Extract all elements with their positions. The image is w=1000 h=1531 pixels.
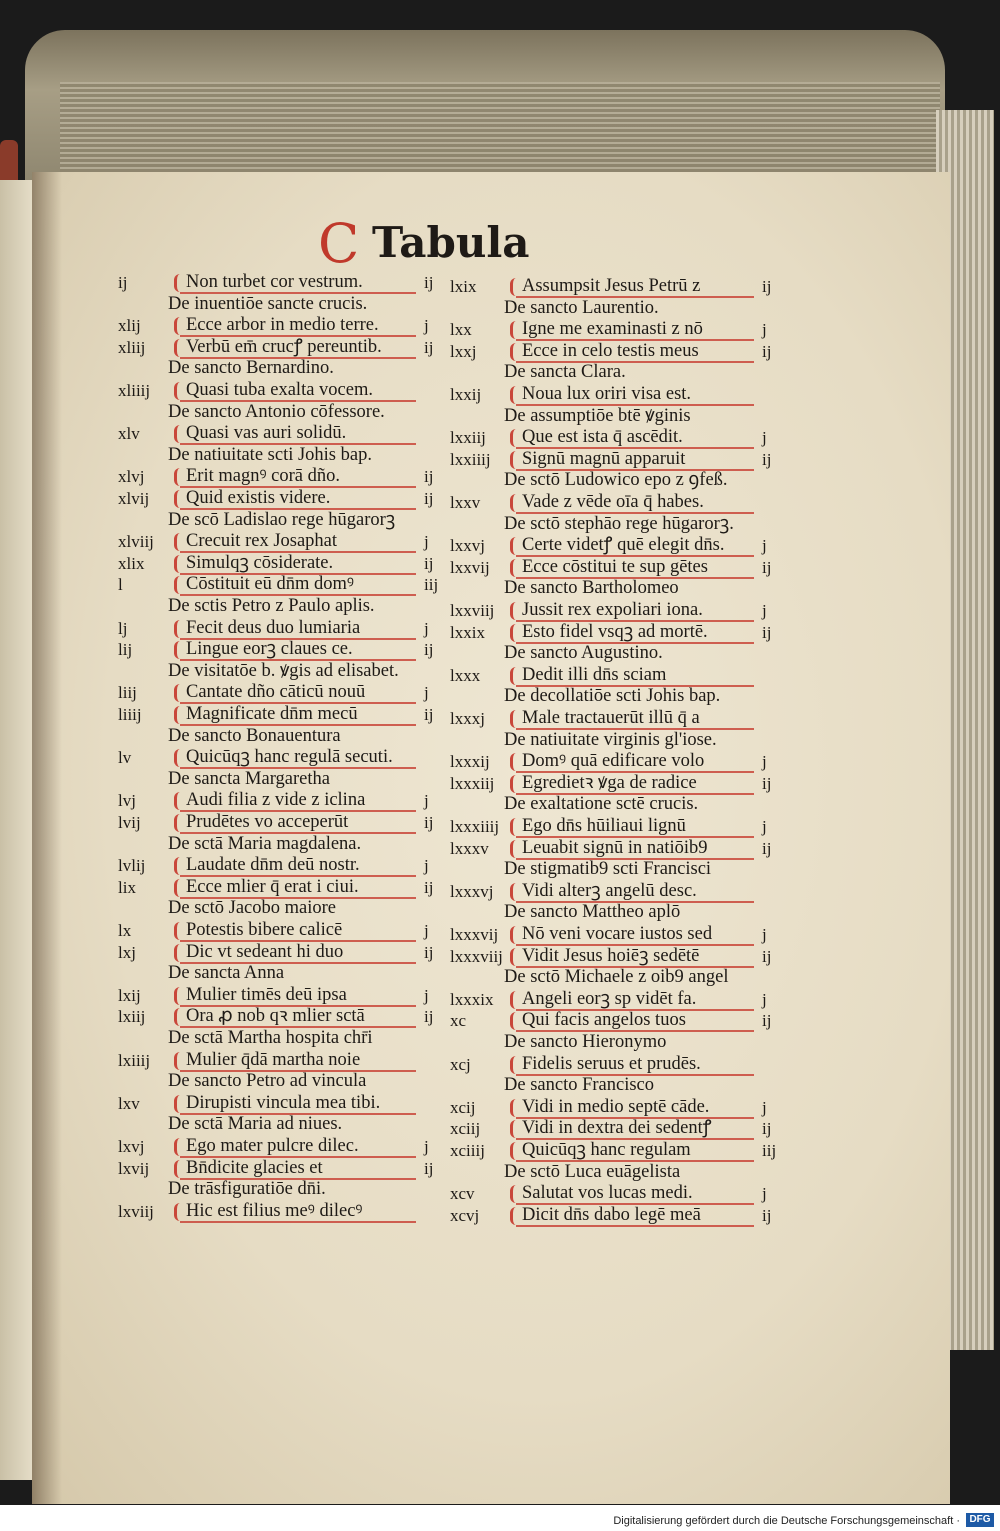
page-edges-texture xyxy=(60,82,940,174)
feast-heading: De natiuitate virginis gl'iose. xyxy=(504,729,717,750)
rubric-mark xyxy=(174,987,185,1005)
entry-numeral: xlix xyxy=(118,553,145,573)
entry-reference: j xyxy=(424,921,429,940)
left-page-margin xyxy=(0,180,36,1480)
entry-text: Quicūqꝫ hanc regulam xyxy=(522,1140,691,1160)
rubric-mark xyxy=(174,879,185,897)
entry-text: Hic est filius meꝰ dilecꝰ xyxy=(186,1200,363,1221)
entry-text: Signū magnū apparuit xyxy=(522,448,686,469)
entry-text: Leuabit signū in natiōib9 xyxy=(522,837,708,858)
entry-text: Mulier q̄dā martha noie xyxy=(186,1049,361,1070)
entry-reference: ij xyxy=(762,1011,772,1031)
entry-numeral: lxxxvij xyxy=(450,925,499,944)
rubric-mark xyxy=(510,883,521,901)
rubric-mark xyxy=(510,1099,521,1117)
rubric-mark xyxy=(510,559,521,577)
rubric-mark xyxy=(510,451,521,469)
entry-text: Ecce cōstitui te sup gētes xyxy=(522,556,708,577)
rubric-mark xyxy=(174,468,185,486)
entry-text: Nō veni vocare iustos sed xyxy=(522,924,713,944)
rubric-mark xyxy=(174,792,185,810)
entry-numeral: lxiij xyxy=(118,1007,146,1027)
rubric-mark xyxy=(510,667,521,685)
entry-text: Que est ista q̄ ascēdit. xyxy=(522,427,683,448)
entry-text: Cantate dño cāticū nouū xyxy=(186,682,366,703)
rubric-mark xyxy=(174,576,185,594)
rubric-mark xyxy=(510,429,521,447)
feast-heading: De sancto Antonio cōfessore. xyxy=(168,401,385,422)
entry-text: Ora ꝓ nob qꝛ mlier sctā xyxy=(186,1006,365,1027)
feast-heading: De sctis Petro z Paulo aplis. xyxy=(168,596,375,616)
entry-text: Ecce in celo testis meus xyxy=(522,340,699,361)
entry-reference: ij xyxy=(424,705,434,724)
rubric-mark xyxy=(510,494,521,512)
rubric-mark xyxy=(174,425,185,443)
entry-text: Male tractauerūt illū q̄ a xyxy=(522,708,700,728)
entry-text: Verbū em̄ crucꝭ pereuntib. xyxy=(186,336,382,357)
feast-heading: De visitatōe b. ꝟgis ad elisabet. xyxy=(168,660,399,681)
entry-numeral: lxix xyxy=(450,277,477,296)
entry-text: Vidi alterꝫ angelū desc. xyxy=(522,880,697,901)
entry-text: Ecce arbor in medio terre. xyxy=(186,315,379,336)
entry-numeral: xlv xyxy=(118,424,140,444)
entry-reference: j xyxy=(424,1137,429,1156)
entry-numeral: lxxxj xyxy=(450,709,485,728)
entry-text: Ego mater pulcre dilec. xyxy=(186,1136,359,1156)
entry-reference: ij xyxy=(424,489,434,508)
entry-reference: ij xyxy=(762,277,772,296)
entry-numeral: lxij xyxy=(118,985,141,1005)
rubric-underline xyxy=(516,1225,754,1227)
entry-reference: iij xyxy=(762,1141,777,1160)
entry-text: Quicūqꝫ hanc regulā secuti. xyxy=(186,747,393,768)
entry-reference: j xyxy=(762,1184,767,1204)
rubric-mark xyxy=(174,1203,185,1221)
entry-numeral: lxxxij xyxy=(450,752,490,772)
rubric-mark xyxy=(510,321,521,339)
entry-reference: j xyxy=(424,316,429,336)
entry-reference: ij xyxy=(762,622,772,642)
feast-heading: De sctō Ludowico epo z ꝯfeß. xyxy=(504,470,728,491)
rubric-mark xyxy=(510,1012,521,1030)
rubric-mark xyxy=(510,1056,521,1074)
entry-numeral: xlvij xyxy=(118,489,150,508)
gutter-shadow xyxy=(32,172,62,1504)
rubric-underline xyxy=(180,1221,416,1223)
entry-reference: j xyxy=(424,532,429,552)
rubric-mark xyxy=(174,641,185,659)
entry-text: Salutat vos lucas medi. xyxy=(522,1183,693,1204)
entry-text: Esto fidel vsqꝫ ad mortē. xyxy=(522,621,708,642)
entry-reference: ij xyxy=(424,942,434,962)
entry-text: Dic vt sedeant hi duo xyxy=(186,941,344,962)
entry-text: Qui facis angelos tuos xyxy=(522,1010,686,1031)
entry-numeral: xcj xyxy=(450,1054,471,1074)
rubric-mark xyxy=(174,1052,185,1070)
feast-heading: De natiuitate scti Johis bap. xyxy=(168,444,372,465)
rubric-mark xyxy=(510,948,521,966)
entry-numeral: lv xyxy=(118,748,132,768)
rubricated-initial: C xyxy=(318,212,360,275)
feast-heading: De sancto Augustino. xyxy=(504,643,663,664)
entry-numeral: lvj xyxy=(118,791,136,811)
entry-text: Jussit rex expoliari iona. xyxy=(522,600,703,620)
feast-heading: De stigmatib9 scti Francisci xyxy=(504,859,712,880)
entry-numeral: lxxxvj xyxy=(450,881,494,901)
entry-text: Ego dn̄s hūiliaui lignū xyxy=(522,816,686,836)
entry-reference: ij xyxy=(424,640,434,660)
entry-numeral: ij xyxy=(118,273,128,292)
entry-numeral: lxxv xyxy=(450,493,481,512)
entry-numeral: xliiij xyxy=(118,381,151,400)
feast-heading: De sctō Jacobo maiore xyxy=(168,898,336,919)
entry-reference: j xyxy=(762,428,767,448)
entry-numeral: lxxvij xyxy=(450,557,490,577)
rubric-mark xyxy=(510,840,521,858)
entry-numeral: lxviij xyxy=(118,1201,154,1221)
entry-numeral: lxj xyxy=(118,942,136,962)
entry-numeral: xc xyxy=(450,1011,467,1031)
entry-text: Vidi in medio septē cāde. xyxy=(522,1096,710,1117)
feast-heading: De sancta Anna xyxy=(168,963,285,984)
entry-reference: j xyxy=(762,320,767,340)
dfg-logo: DFG xyxy=(966,1513,994,1527)
entry-reference: j xyxy=(762,989,767,1009)
feast-heading: De trāsfiguratiōe dn̄i. xyxy=(168,1179,326,1200)
entry-reference: iij xyxy=(424,575,439,595)
entry-numeral: lxxxiij xyxy=(450,773,495,793)
feast-heading: De sctō Michaele z oib9 angel xyxy=(504,967,729,988)
entry-text: Dedit illi dn̄s sciam xyxy=(522,664,667,685)
entry-reference: ij xyxy=(762,1119,772,1139)
entry-numeral: lxxx xyxy=(450,665,481,685)
rubric-mark xyxy=(510,386,521,404)
entry-reference: j xyxy=(762,752,767,772)
entry-numeral: lxxiiij xyxy=(450,449,491,469)
entry-reference: j xyxy=(762,925,767,944)
entry-numeral: xlviij xyxy=(118,532,154,552)
entry-numeral: lix xyxy=(118,877,136,897)
entry-reference: ij xyxy=(424,1007,434,1027)
rubric-mark xyxy=(510,1120,521,1138)
rubric-mark xyxy=(510,278,521,296)
entry-numeral: lvlij xyxy=(118,856,146,876)
entry-numeral: lxvj xyxy=(118,1137,145,1156)
entry-text: Laudate dn̄m deū nostr. xyxy=(186,855,360,876)
feast-heading: De sancto Laurentio. xyxy=(504,297,659,318)
feast-heading: De decollatiōe scti Johis bap. xyxy=(504,686,721,707)
entry-reference: ij xyxy=(762,838,772,858)
entry-reference: j xyxy=(424,683,429,703)
feast-heading: De sancto Petro ad vincula xyxy=(168,1071,367,1092)
feast-heading: De sctā Martha hospita chr̄i xyxy=(168,1028,373,1048)
entry-reference: ij xyxy=(424,337,434,357)
rubric-mark xyxy=(510,710,521,728)
entry-text: Magnificate dn̄m mecū xyxy=(186,704,358,724)
entry-text: Dirupisti vincula mea tibi. xyxy=(186,1092,381,1113)
rubric-mark xyxy=(174,857,185,875)
entry-numeral: lj xyxy=(118,618,128,638)
rubric-mark xyxy=(174,382,185,400)
entry-numeral: xlij xyxy=(118,316,141,336)
feast-heading: De sancto Bartholomeo xyxy=(504,578,679,599)
feast-heading: De sctō Luca euāgelista xyxy=(504,1161,681,1182)
feast-heading: De assumptiōe btē ꝟginis xyxy=(504,405,691,426)
feast-heading: De inuentiōe sancte crucis. xyxy=(168,293,368,314)
entry-numeral: lxxxiiij xyxy=(450,817,500,836)
rubric-mark xyxy=(174,749,185,767)
entry-text: Noua lux oriri visa est. xyxy=(522,384,692,404)
entry-reference: j xyxy=(424,856,429,876)
entry-reference: ij xyxy=(424,273,434,292)
entry-numeral: xliij xyxy=(118,337,146,357)
entry-reference: j xyxy=(424,618,429,638)
entry-numeral: xcv xyxy=(450,1184,475,1204)
rubric-mark xyxy=(174,1160,185,1178)
entry-reference: j xyxy=(762,601,767,620)
rubric-mark xyxy=(510,991,521,1009)
rubric-mark xyxy=(174,1138,185,1156)
entry-numeral: xciiij xyxy=(450,1141,485,1160)
rubric-mark xyxy=(174,814,185,832)
entry-reference: j xyxy=(424,791,429,811)
entry-reference: ij xyxy=(762,946,772,966)
entry-numeral: xcvj xyxy=(450,1205,480,1225)
entry-reference: ij xyxy=(424,877,434,897)
feast-heading: De sancto Mattheo aplō xyxy=(504,902,681,923)
rubric-mark xyxy=(174,533,185,551)
entry-text: Vade z vēde oīa q̄ habes. xyxy=(522,492,704,512)
entry-numeral: lij xyxy=(118,640,133,660)
entry-text: Ecce mlier q̄ erat i ciui. xyxy=(186,876,359,897)
rubric-mark xyxy=(174,317,185,335)
entry-text: Bn̄dicite glacies et xyxy=(186,1157,323,1178)
entry-text: Fidelis seruus et prudēs. xyxy=(522,1053,701,1074)
rubric-mark xyxy=(174,1095,185,1113)
rubric-mark xyxy=(174,555,185,573)
entry-numeral: lxvij xyxy=(118,1158,150,1178)
entry-text: Vidit Jesus hoiēꝫ sedētē xyxy=(522,945,700,966)
rubric-mark xyxy=(510,753,521,771)
feast-heading: De sancta Clara. xyxy=(504,362,626,383)
entry-numeral: lxx xyxy=(450,320,472,340)
feast-heading: De sctā Maria ad niues. xyxy=(168,1114,343,1135)
entry-reference: ij xyxy=(762,449,772,469)
entry-reference: ij xyxy=(762,773,772,793)
rubric-mark xyxy=(510,537,521,555)
rubric-mark xyxy=(174,620,185,638)
entry-reference: ij xyxy=(424,553,434,573)
entry-text: Crecuit rex Josaphat xyxy=(186,531,338,552)
rubric-mark xyxy=(510,818,521,836)
entry-numeral: lxxxix xyxy=(450,989,494,1009)
rubric-mark xyxy=(174,339,185,357)
entry-text: Angeli eorꝫ sp vidēt fa. xyxy=(522,988,697,1009)
entry-numeral: l xyxy=(118,575,123,595)
entry-reference: ij xyxy=(424,813,434,832)
rubric-mark xyxy=(510,624,521,642)
entry-text: Cōstituit eū dn̄m domꝰ xyxy=(186,574,354,595)
rubric-mark xyxy=(510,775,521,793)
entry-numeral: lxxiij xyxy=(450,428,486,448)
entry-numeral: lxxix xyxy=(450,622,485,642)
entry-text: Certe videtꝭ quē elegit dn̄s. xyxy=(522,535,725,556)
entry-numeral: lxxj xyxy=(450,341,477,361)
entry-numeral: lxv xyxy=(118,1093,140,1113)
rubric-mark xyxy=(174,706,185,724)
feast-heading: De sancto Bernardino. xyxy=(168,358,334,379)
entry-numeral: liij xyxy=(118,683,137,703)
entry-text: Igne me examinasti z nō xyxy=(522,319,703,340)
entry-reference: ij xyxy=(762,557,772,577)
entry-text: Quid existis videre. xyxy=(186,488,331,508)
entry-numeral: lxxxv xyxy=(450,838,489,858)
entry-text: Domꝰ quā edificare volo xyxy=(522,751,705,772)
entry-text: Erit magnꝰ corā dño. xyxy=(186,466,340,487)
rubric-mark xyxy=(174,684,185,702)
entry-text: Non turbet cor vestrum. xyxy=(186,272,363,292)
entry-text: Assumpsit Jesus Petrū z xyxy=(522,276,701,296)
entry-reference: ij xyxy=(424,467,434,487)
entry-reference: j xyxy=(762,817,767,836)
rubric-mark xyxy=(510,1207,521,1225)
entry-text: Quasi tuba exalta vocem. xyxy=(186,380,373,400)
entry-text: Audi filia z vide z iclina xyxy=(186,790,366,811)
entry-text: Dicit dn̄s dabo legē meā xyxy=(522,1204,701,1225)
entry-numeral: lxiiij xyxy=(118,1050,151,1070)
feast-heading: De sancto Bonauentura xyxy=(168,725,341,746)
rubric-mark xyxy=(174,922,185,940)
feast-heading: De sancto Francisco xyxy=(504,1075,655,1096)
entry-numeral: lxxxviij xyxy=(450,946,503,966)
entry-numeral: lvij xyxy=(118,813,141,832)
page-title: Tabula xyxy=(372,218,530,267)
feast-heading: De sctō stephāo rege hūgarorꝫ. xyxy=(504,513,734,534)
entry-numeral: lxxij xyxy=(450,385,482,404)
entry-numeral: xlvj xyxy=(118,467,145,487)
rubric-mark xyxy=(174,1008,185,1026)
entry-numeral: liiij xyxy=(118,705,142,724)
entry-text: Prudētes vo acceperūt xyxy=(186,812,349,832)
feast-heading: De sancto Hieronymo xyxy=(504,1032,667,1052)
feast-heading: De sancta Margaretha xyxy=(168,768,330,789)
feast-heading: De exaltatione sctē crucis. xyxy=(504,794,699,815)
entry-numeral: lx xyxy=(118,921,132,940)
feast-heading: De scō Ladislao rege hūgarorꝫ xyxy=(168,509,396,530)
entry-reference: ij xyxy=(762,341,772,361)
footer-credit: Digitalisierung gefördert durch die Deutsche Forschungsgemeinschaft · xyxy=(613,1515,960,1527)
entry-reference: j xyxy=(762,536,767,556)
entry-reference: ij xyxy=(762,1205,772,1225)
entry-numeral: xciij xyxy=(450,1119,481,1139)
entry-text: Mulier timēs deū ipsa xyxy=(186,984,347,1005)
entry-reference: j xyxy=(424,985,429,1005)
entry-reference: ij xyxy=(424,1158,434,1178)
rubric-mark xyxy=(510,602,521,620)
entry-text: Lingue eorꝫ claues ce. xyxy=(186,639,353,660)
rubric-mark xyxy=(174,274,185,292)
entry-text: Vidi in dextra dei sedentꝭ xyxy=(522,1118,712,1139)
entry-reference: j xyxy=(762,1097,767,1117)
rubric-mark xyxy=(174,490,185,508)
entry-text: Egredietꝛ ꝟga de radice xyxy=(522,772,697,793)
rubric-mark xyxy=(510,1142,521,1160)
entry-text: Fecit deus duo lumiaria xyxy=(186,617,361,638)
entry-text: Quasi vas auri solidū. xyxy=(186,423,347,444)
rubric-mark xyxy=(174,944,185,962)
entry-numeral: lxxvj xyxy=(450,536,485,556)
entry-text: Simulqꝫ cōsiderate. xyxy=(186,552,334,573)
rubric-mark xyxy=(510,343,521,361)
feast-heading: De sctā Maria magdalena. xyxy=(168,833,362,854)
rubric-mark xyxy=(510,1185,521,1203)
entry-numeral: lxxviij xyxy=(450,601,495,620)
entry-numeral: xcij xyxy=(450,1097,476,1117)
rubric-mark xyxy=(510,926,521,944)
entry-text: Potestis bibere calicē xyxy=(186,920,343,940)
